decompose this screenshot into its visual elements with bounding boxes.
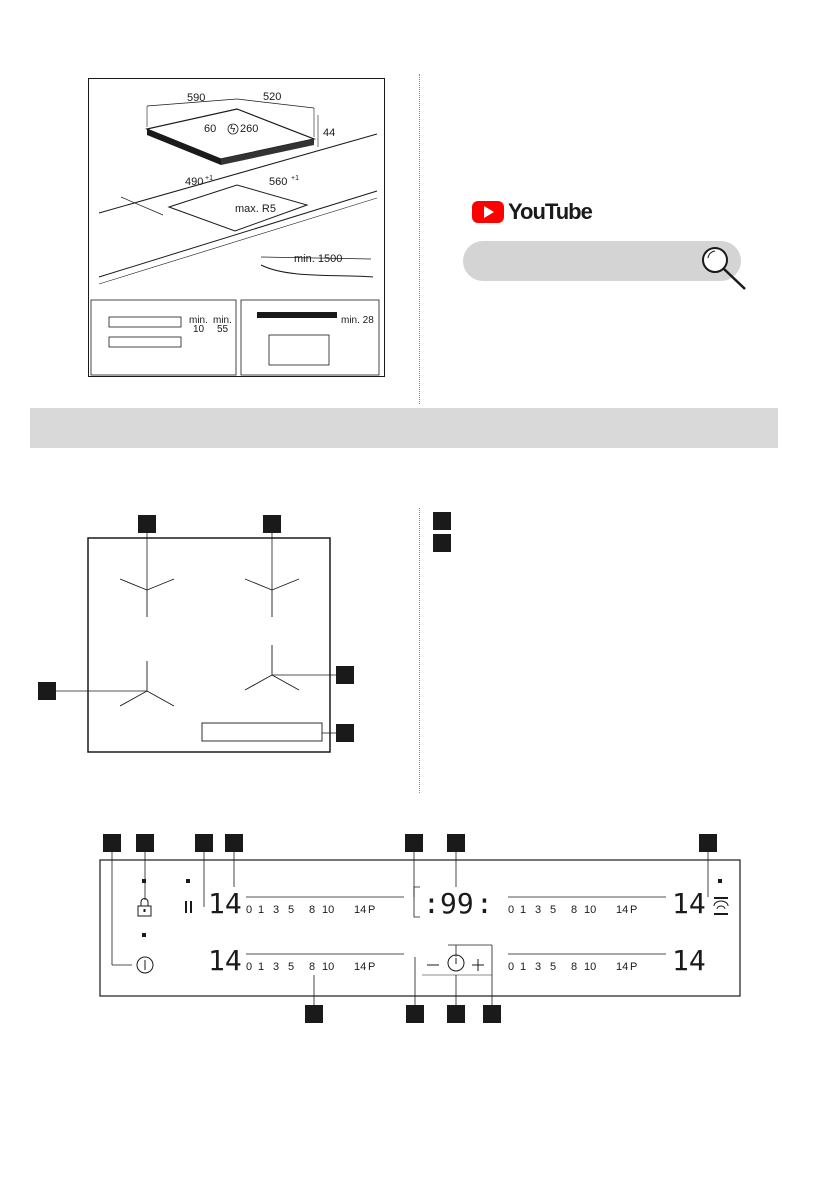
power-level-14[interactable]: 14 xyxy=(354,961,367,973)
control-panel-diagram xyxy=(90,825,810,1025)
power-display-left-top: 14 xyxy=(208,887,242,920)
callout-1 xyxy=(138,515,156,533)
power-level-14[interactable]: 14 xyxy=(354,904,367,916)
power-level-3[interactable]: 3 xyxy=(273,961,280,973)
power-level-5[interactable]: 5 xyxy=(550,961,557,973)
youtube-logo[interactable] xyxy=(472,199,592,225)
power-level-P[interactable]: P xyxy=(630,961,638,973)
power-level-10[interactable]: 10 xyxy=(322,904,335,916)
power-level-1[interactable]: 1 xyxy=(520,961,527,973)
installation-diagram xyxy=(89,79,386,378)
callout-cp-4 xyxy=(225,834,243,852)
callout-cp-9 xyxy=(406,1005,424,1023)
callout-3 xyxy=(38,682,56,700)
power-level-0[interactable]: 0 xyxy=(508,904,515,916)
power-display-right-bottom: 14 xyxy=(672,944,706,977)
youtube-play-icon xyxy=(472,201,504,223)
power-level-P[interactable]: P xyxy=(368,904,376,916)
legend-square-1 xyxy=(433,512,451,530)
hob-zones-diagram xyxy=(30,505,410,765)
callout-cp-8 xyxy=(305,1005,323,1023)
power-level-8[interactable]: 8 xyxy=(571,904,578,916)
svg-text:10: 10 xyxy=(193,324,205,335)
power-level-8[interactable]: 8 xyxy=(309,904,316,916)
callout-2 xyxy=(263,515,281,533)
power-level-0[interactable]: 0 xyxy=(246,961,253,973)
cutout-560: 560 xyxy=(269,176,288,188)
power-level-P[interactable]: P xyxy=(368,961,376,973)
power-level-8[interactable]: 8 xyxy=(309,961,316,973)
callout-cp-2 xyxy=(136,834,154,852)
cutout-490: 490 xyxy=(185,176,204,188)
svg-text:min. 28: min. 28 xyxy=(341,315,374,326)
callout-cp-1 xyxy=(103,834,121,852)
callout-cp-3 xyxy=(195,834,213,852)
radius-label: max. R5 xyxy=(235,203,276,215)
power-level-0[interactable]: 0 xyxy=(246,904,253,916)
power-level-0[interactable]: 0 xyxy=(508,961,515,973)
power-level-3[interactable]: 3 xyxy=(535,961,542,973)
power-level-P[interactable]: P xyxy=(630,904,638,916)
power-level-10[interactable]: 10 xyxy=(322,961,335,973)
column-divider-top xyxy=(419,74,420,404)
power-level-10[interactable]: 10 xyxy=(584,961,597,973)
svg-text:+1: +1 xyxy=(205,175,213,182)
svg-text:+1: +1 xyxy=(291,175,299,182)
power-level-1[interactable]: 1 xyxy=(258,961,265,973)
timer-display: 99 xyxy=(440,887,474,920)
power-level-8[interactable]: 8 xyxy=(571,961,578,973)
dim-44: 44 xyxy=(323,127,336,139)
power-display-right-top: 14 xyxy=(672,887,706,920)
callout-cp-5 xyxy=(405,834,423,852)
power-level-14[interactable]: 14 xyxy=(616,904,629,916)
power-level-1[interactable]: 1 xyxy=(258,904,265,916)
control-panel-area xyxy=(202,723,322,741)
installation-drawing xyxy=(88,78,385,377)
callout-cp-7 xyxy=(699,834,717,852)
power-display-left-bottom: 14 xyxy=(208,944,242,977)
dim-260: 260 xyxy=(240,123,259,135)
callout-cp-11 xyxy=(483,1005,501,1023)
svg-text:min.: min. xyxy=(189,315,208,326)
power-level-14[interactable]: 14 xyxy=(616,961,629,973)
timer-colon-left: : xyxy=(423,887,440,920)
svg-text:min.: min. xyxy=(213,315,232,326)
power-level-5[interactable]: 5 xyxy=(288,961,295,973)
callout-5 xyxy=(336,724,354,742)
callout-4 xyxy=(336,666,354,684)
power-level-10[interactable]: 10 xyxy=(584,904,597,916)
youtube-wordmark: YouTube xyxy=(508,199,592,224)
legend-square-2 xyxy=(433,534,451,552)
dim-60: 60 xyxy=(204,123,217,135)
power-level-1[interactable]: 1 xyxy=(520,904,527,916)
dim-590: 590 xyxy=(187,92,206,104)
lightning-glyph: ϟ xyxy=(230,124,236,135)
control-panel-outline xyxy=(100,860,740,996)
hob-outline xyxy=(88,538,330,752)
power-level-3[interactable]: 3 xyxy=(535,904,542,916)
svg-text:55: 55 xyxy=(217,324,229,335)
column-divider-middle xyxy=(419,508,420,793)
dim-520: 520 xyxy=(263,91,282,103)
callout-cp-10 xyxy=(447,1005,465,1023)
callout-cp-6 xyxy=(447,834,465,852)
section-heading-bar xyxy=(30,408,778,448)
power-level-5[interactable]: 5 xyxy=(288,904,295,916)
cable-length: min. 1500 xyxy=(294,253,343,265)
timer-colon-right: : xyxy=(476,887,493,920)
power-level-3[interactable]: 3 xyxy=(273,904,280,916)
power-level-5[interactable]: 5 xyxy=(550,904,557,916)
search-icon[interactable] xyxy=(695,240,755,300)
